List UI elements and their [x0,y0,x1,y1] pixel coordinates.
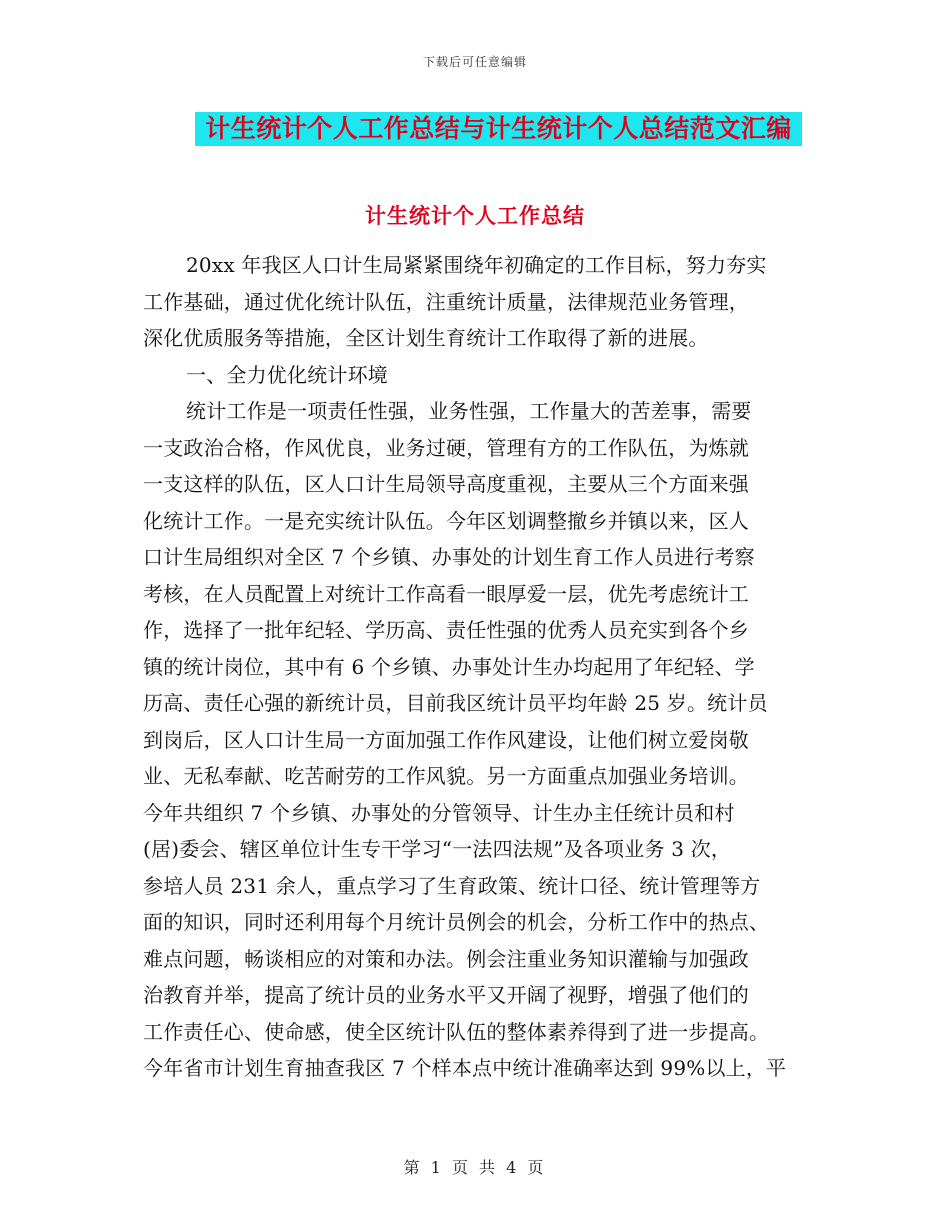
paragraph-line: 一支这样的队伍，区人口计生局领导高度重视，主要从三个方面来强 [143,472,749,496]
paragraph-line: 到岗后，区人口计生局一方面加强工作作风建设，让他们树立爱岗敬 [143,727,749,752]
document-title-highlight [195,112,802,146]
paragraph-line: 深化优质服务等措施，全区计划生育统计工作取得了新的进展。 [143,326,709,350]
paragraph-line: 考核，在人员配置上对统计工作高看一眼厚爱一层，优先考虑统计工 [143,581,749,606]
paragraph-line: 作，选择了一批年纪轻、学历高、责任性强的优秀人员充实到各个乡 [143,618,749,642]
document-title: 计生统计个人工作总结与计生统计个人总结范文汇编 [205,114,792,143]
paragraph-line: (居)委会、辖区单位计生专干学习“一法四法规”及各项业务 3 次， [143,837,732,861]
paragraph-line: 统计工作是一项责任性强，业务性强，工作量大的苦差事，需要 [186,399,752,423]
section-title: 计生统计个人工作总结 [365,203,585,228]
paragraph-line: 口计生局组织对全区 7 个乡镇、办事处的计划生育工作人员进行考察 [143,545,755,569]
paragraph-line: 业、无私奉献、吃苦耐劳的工作风貌。另一方面重点加强业务培训。 [143,764,749,788]
paragraph-line: 治教育并举，提高了统计员的业务水平又开阔了视野，增强了他们的 [143,983,749,1007]
paragraph-line: 难点问题，畅谈相应的对策和办法。例会注重业务知识灌输与加强政 [143,946,749,971]
page-footer: 第 1 页 共 4 页 [403,1158,547,1177]
body-text [143,247,808,1087]
paragraph-line: 化统计工作。一是充实统计队伍。今年区划调整撤乡并镇以来，区人 [143,508,749,533]
paragraph-line: 20xx 年我区人口计生局紧紧围绕年初确定的工作目标，努力夯实 [186,253,767,277]
paragraph-line: 今年共组织 7 个乡镇、办事处的分管领导、计生办主任统计员和村 [143,800,735,825]
page-header-note: 下载后可任意编辑 [422,55,527,69]
paragraph-line: 一支政治合格，作风优良，业务过硬，管理有方的工作队伍，为炼就 [143,435,749,460]
paragraph-line: 镇的统计岗位，其中有 6 个乡镇、办事处计生办均起用了年纪轻、学 [143,654,755,679]
paragraph-line: 工作责任心、使命感，使全区统计队伍的整体素养得到了进一步提高。 [143,1019,770,1044]
paragraph-line: 历高、责任心强的新统计员，目前我区统计员平均年龄 25 岁。统计员 [143,691,768,715]
subheading-line: 一、全力优化统计环境 [186,362,388,387]
paragraph-line: 工作基础，通过优化统计队伍，注重统计质量，法律规范业务管理， [143,289,749,314]
paragraph-line: 参培人员 231 余人，重点学习了生育政策、统计口径、统计管理等方 [143,873,761,898]
paragraph-line: 今年省市计划生育抽查我区 7 个样本点中统计准确率达到 99%以上，平 [143,1056,787,1080]
paragraph-line: 面的知识，同时还利用每个月统计员例会的机会，分析工作中的热点、 [143,910,770,934]
